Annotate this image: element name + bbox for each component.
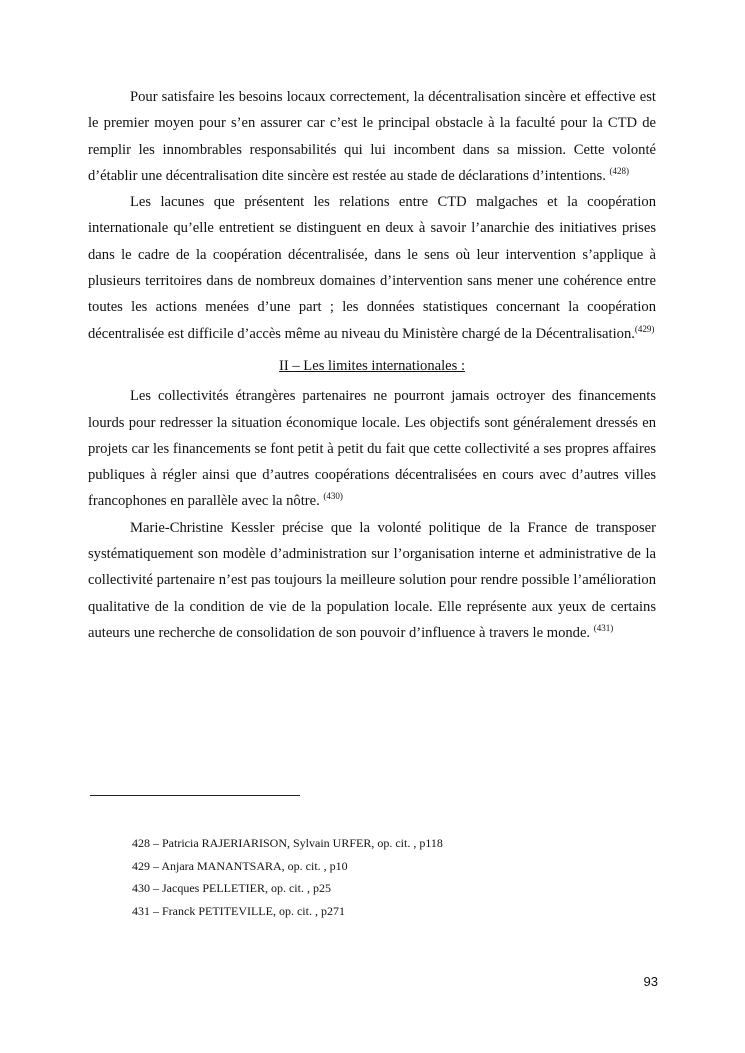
footnote-ref: (429): [634, 323, 655, 334]
footnote: 430 – Jacques PELLETIER, op. cit. , p25: [132, 881, 331, 895]
paragraph: Marie-Christine Kessler précise que la volonté politique de la France de transposer systématiquement son modèle d’administration sur l’organisation interne et administrative de la collectivité partenaire n’est pas toujours la meilleure solution pour rendre possible l’amélioration qualitative de la condition de vie de la population locale. Elle représente aux yeux de certains auteurs une recherche de consolidation de son pouvoir d’influence à travers le monde. $^{(431)}$: [88, 519, 656, 641]
page-number: 93: [643, 974, 658, 989]
footnote-ref: (430): [323, 491, 343, 502]
footnote-ref: (428): [609, 165, 630, 176]
footnote-ref: (431): [593, 622, 614, 633]
paragraph: Pour satisfaire les besoins locaux correctement, la décentralisation sincère et effective est le premier moyen pour s’en assurer car c’est le principal obstacle à la faculté pour la CTD de remplir les innombrables responsabilités qui lui incombent dans sa mission. Cette volonté d’établir une décentralisation dite sincère est restée au stade de déclarations d’intentions. $^{(428)}$: [88, 89, 656, 184]
footnote: 429 – Anjara MANANTSARA, op. cit. , p10: [132, 858, 348, 873]
paragraph: Les lacunes que présentent les relations entre CTD malgaches et la coopération internationale qu’elle entretient se distinguent en deux à savoir l’anarchie des initiatives prises dans le cadre de la coopération décentralisée, dans le sens où leur intervention s’applique à plusieurs territoires dans de nombreux domaines d’intervention sans mener une cohérence entre toutes les actions menées d’une part ; les données statistiques concernant la coopération décentralisée est difficile d’accès même au niveau du Ministère chargé de la Décentralisation.$^{(429)}$: [88, 194, 656, 342]
footnote-separator: [90, 795, 300, 796]
page-body: [88, 84, 656, 646]
section-heading: II – Les limites internationales :: [278, 357, 466, 374]
paragraph: Les collectivités étrangères partenaires ne pourront jamais octroyer des financements lourds pour redresser la situation économique locale. Les objectifs sont généralement dressés en projets car les financements se font petit à petit du fait que cette collectivité a ses propres affaires publiques à régler ainsi que d’autres coopérations décentralisées en cours avec d’autres villes francophones en parallèle avec la nôtre. $^{(430)}$: [88, 388, 656, 510]
footnote: 431 – Franck PETITEVILLE, op. cit. , p271: [132, 903, 345, 918]
footnote: 428 – Patricia RAJERIARISON, Sylvain URFER, op. cit. , p118: [132, 836, 443, 850]
footnotes: [132, 832, 443, 922]
